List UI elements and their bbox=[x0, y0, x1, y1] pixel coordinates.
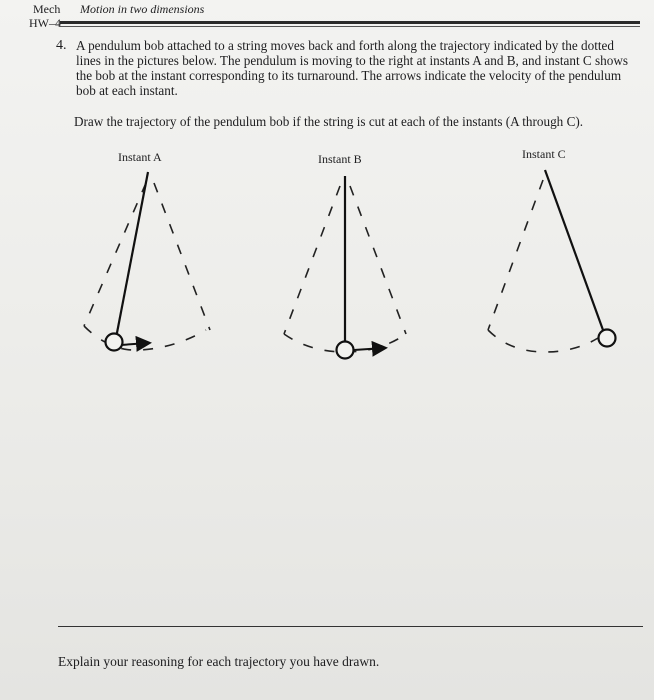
pendulum-b-bob bbox=[337, 342, 354, 359]
course-label: Mech bbox=[33, 2, 61, 16]
pendulum-c-arc-dotted bbox=[488, 330, 598, 352]
pendulum-a-arc-dotted bbox=[84, 326, 206, 350]
pendulum-a-velocity-arrow bbox=[121, 343, 148, 345]
worksheet-title: Motion in two dimensions bbox=[80, 2, 205, 16]
pendulum-b-right-dotted bbox=[350, 186, 406, 334]
pendulum-a-string bbox=[116, 172, 148, 338]
pendulum-a-left-dotted bbox=[84, 183, 146, 326]
homework-label: HW–4 bbox=[29, 16, 61, 30]
pendulum-b-left-dotted bbox=[284, 186, 340, 334]
pendulum-b-velocity-arrow bbox=[354, 348, 384, 350]
question-instruction: Draw the trajectory of the pendulum bob if the string is cut at each of the instants (A through C). bbox=[74, 114, 584, 129]
instant-c-label: Instant C bbox=[522, 147, 566, 161]
question-number: 4. bbox=[56, 38, 67, 53]
pendulum-c-left-dotted bbox=[488, 180, 543, 330]
pendulum-c-bob bbox=[599, 330, 616, 347]
pendulum-a bbox=[84, 172, 210, 351]
pendulum-a-right-dotted bbox=[154, 183, 210, 330]
instant-a-label: Instant A bbox=[118, 150, 162, 164]
answer-rule bbox=[58, 626, 643, 627]
instant-b-label: Instant B bbox=[318, 152, 362, 166]
pendulum-c bbox=[488, 170, 616, 352]
question-text: A pendulum bob attached to a string moves back and forth along the trajectory indicated by the dotted lines in the pictures below. The pendulum is moving to the right at instants A and B, and instant C shows the bob at the instant corresponding to its turnaround. The arrows indicate the velocity of the pendulum bob at each instant. bbox=[76, 38, 628, 98]
pendulum-c-string bbox=[545, 170, 603, 330]
explain-prompt: Explain your reasoning for each trajectory you have drawn. bbox=[58, 654, 380, 669]
pendulum-b bbox=[284, 176, 406, 359]
pendulum-a-bob bbox=[106, 334, 123, 351]
